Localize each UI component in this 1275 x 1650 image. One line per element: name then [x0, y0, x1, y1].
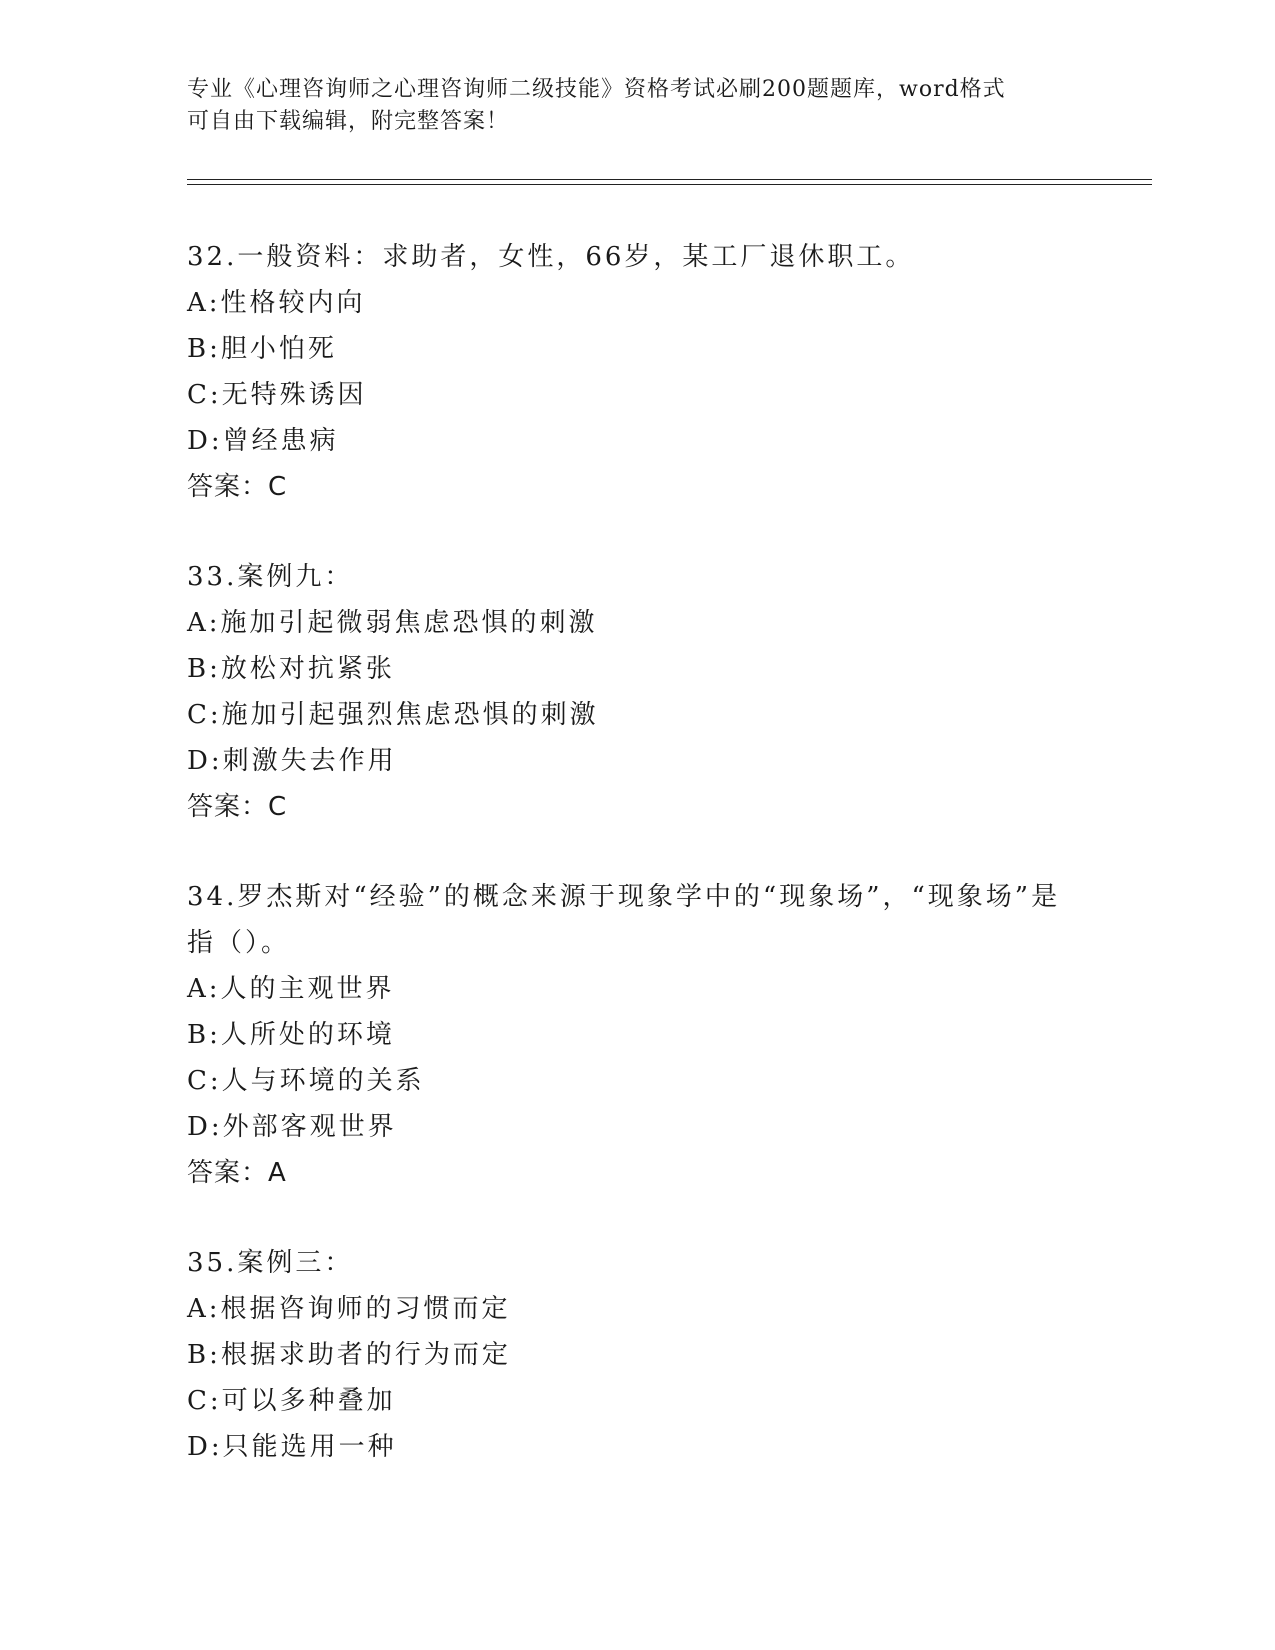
option-c: C:无特殊诱因: [187, 380, 367, 410]
option-a: A:施加引起微弱焦虑恐惧的刺激: [187, 608, 598, 638]
question-34: [187, 874, 1087, 1196]
header-divider-bottom: [187, 184, 1152, 185]
question-stem: 32.一般资料：求助者，女性，66岁，某工厂退休职工。: [187, 242, 915, 272]
option-c: C:人与环境的关系: [187, 1066, 425, 1096]
option-a: A:人的主观世界: [187, 974, 395, 1004]
option-d: D:只能选用一种: [187, 1432, 397, 1462]
option-d: D:刺激失去作用: [187, 746, 397, 776]
option-a: A:性格较内向: [187, 288, 366, 318]
answer: 答案：A: [187, 1158, 287, 1188]
option-b: B:人所处的环境: [187, 1020, 395, 1050]
question-32: [187, 234, 1087, 510]
answer: 答案：C: [187, 472, 288, 502]
answer: 答案：C: [187, 792, 288, 822]
header-divider-top: [187, 179, 1152, 180]
option-a: A:根据咨询师的习惯而定: [187, 1294, 511, 1324]
option-d: D:曾经患病: [187, 426, 339, 456]
option-c: C:施加引起强烈焦虑恐惧的刺激: [187, 700, 599, 730]
header-line-1: 专业《心理咨询师之心理咨询师二级技能》资格考试必刷200题题库，word格式: [187, 77, 1006, 102]
document-header: [187, 74, 1087, 138]
option-b: B:放松对抗紧张: [187, 654, 395, 684]
header-line-2: 可自由下载编辑，附完整答案！: [187, 109, 510, 134]
option-c: C:可以多种叠加: [187, 1386, 396, 1416]
option-b: B:根据求助者的行为而定: [187, 1340, 511, 1370]
question-stem: 34.罗杰斯对“经验”的概念来源于现象学中的“现象场”，“现象场”是指（）。: [187, 882, 1061, 958]
question-33: [187, 554, 1087, 830]
question-stem: 35.案例三：: [187, 1248, 354, 1278]
option-b: B:胆小怕死: [187, 334, 337, 364]
option-d: D:外部客观世界: [187, 1112, 397, 1142]
question-35: [187, 1240, 1087, 1470]
question-stem: 33.案例九：: [187, 562, 354, 592]
